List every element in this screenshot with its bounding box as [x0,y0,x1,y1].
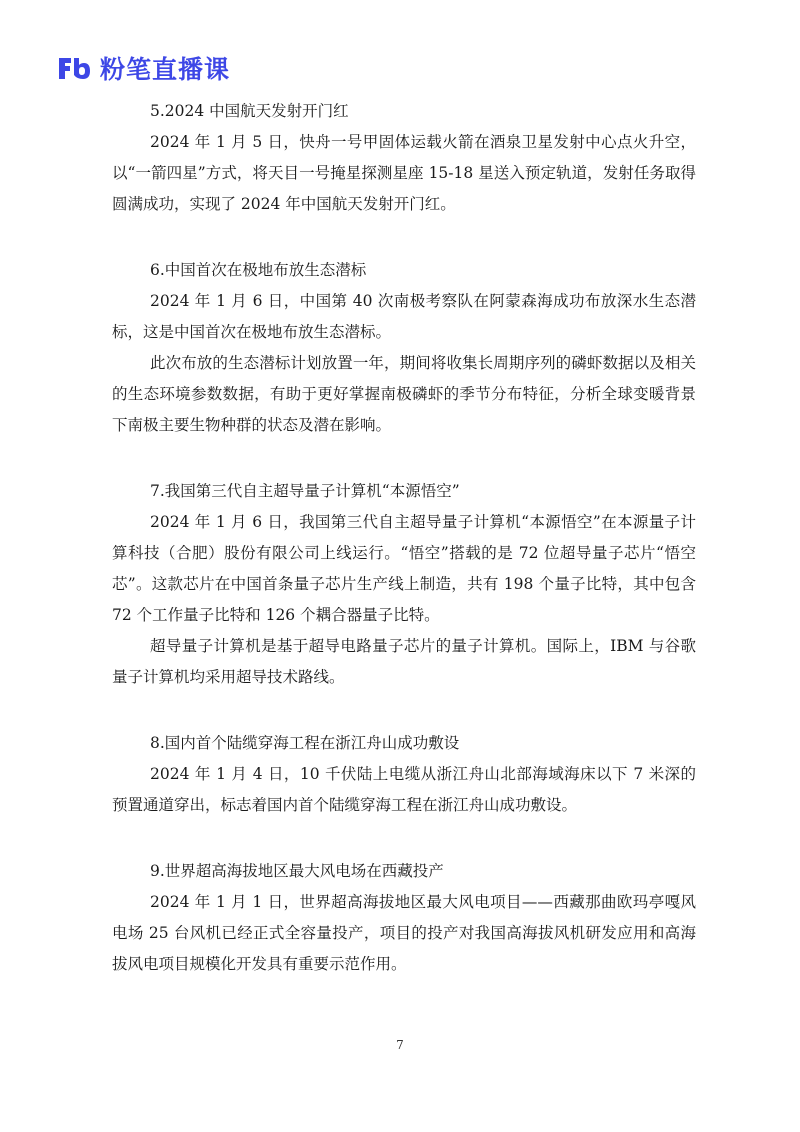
section-paragraph: 2024 年 1 月 4 日，10 千伏陆上电缆从浙江舟山北部海域海床以下 7 米深的预置通道穿出，标志着国内首个陆缆穿海工程在浙江舟山成功敷设。 [112,765,696,814]
section-paragraph: 超导量子计算机是基于超导电路量子芯片的量子计算机。国际上，IBM 与谷歌量子计算机均采用超导技术路线。 [112,637,696,686]
section-heading: 6.中国首次在极地布放生态潜标 [150,261,367,279]
document-body [112,96,696,1015]
section-paragraph: 2024 年 1 月 1 日，世界超高海拔地区最大风电项目——西藏那曲欧玛亭嘎风电场 25 台风机已经正式全容量投产，项目的投产对我国高海拔风机研发应用和高海拔风电项目规模化开发具有重要示范作用。 [112,893,696,973]
section-paragraph: 2024 年 1 月 6 日，我国第三代自主超导量子计算机“本源悟空”在本源量子计算科技（合肥）股份有限公司上线运行。“悟空”搭载的是 72 位超导量子芯片“悟空芯”。这款芯片在中国首条量子芯片生产线上制造，共有 198 个量子比特，其中包含 72 个工作量子比特和 126 个耦合器量子比特。 [112,513,696,624]
fb-logo-icon [56,54,92,82]
section-heading: 7.我国第三代自主超导量子计算机“本源悟空” [150,482,460,500]
section-paragraph: 此次布放的生态潜标计划放置一年，期间将收集长周期序列的磷虾数据以及相关的生态环境参数数据，有助于更好掌握南极磷虾的季节分布特征，分析全球变暖背景下南极主要生物种群的状态及潜在影响。 [112,354,696,434]
section-paragraph: 2024 年 1 月 6 日，中国第 40 次南极考察队在阿蒙森海成功布放深水生态潜标，这是中国首次在极地布放生态潜标。 [112,292,696,341]
brand-logo [56,52,230,84]
news-item-5 [112,96,696,220]
section-paragraph: 2024 年 1 月 5 日，快舟一号甲固体运载火箭在酒泉卫星发射中心点火升空，以“一箭四星”方式，将天目一号掩星探测星座 15-18 星送入预定轨道，发射任务取得圆满成功，实现了 2024 年中国航天发射开门红。 [112,133,696,213]
section-heading: 5.2024 中国航天发射开门红 [150,102,349,120]
news-item-6 [112,255,696,441]
news-item-8 [112,728,696,821]
section-heading: 8.国内首个陆缆穿海工程在浙江舟山成功敷设 [150,734,460,752]
news-item-9 [112,856,696,980]
news-item-7 [112,476,696,693]
page-number: 7 [396,1038,404,1052]
section-heading: 9.世界超高海拔地区最大风电场在西藏投产 [150,862,444,880]
brand-name: 粉笔直播课 [100,55,231,84]
